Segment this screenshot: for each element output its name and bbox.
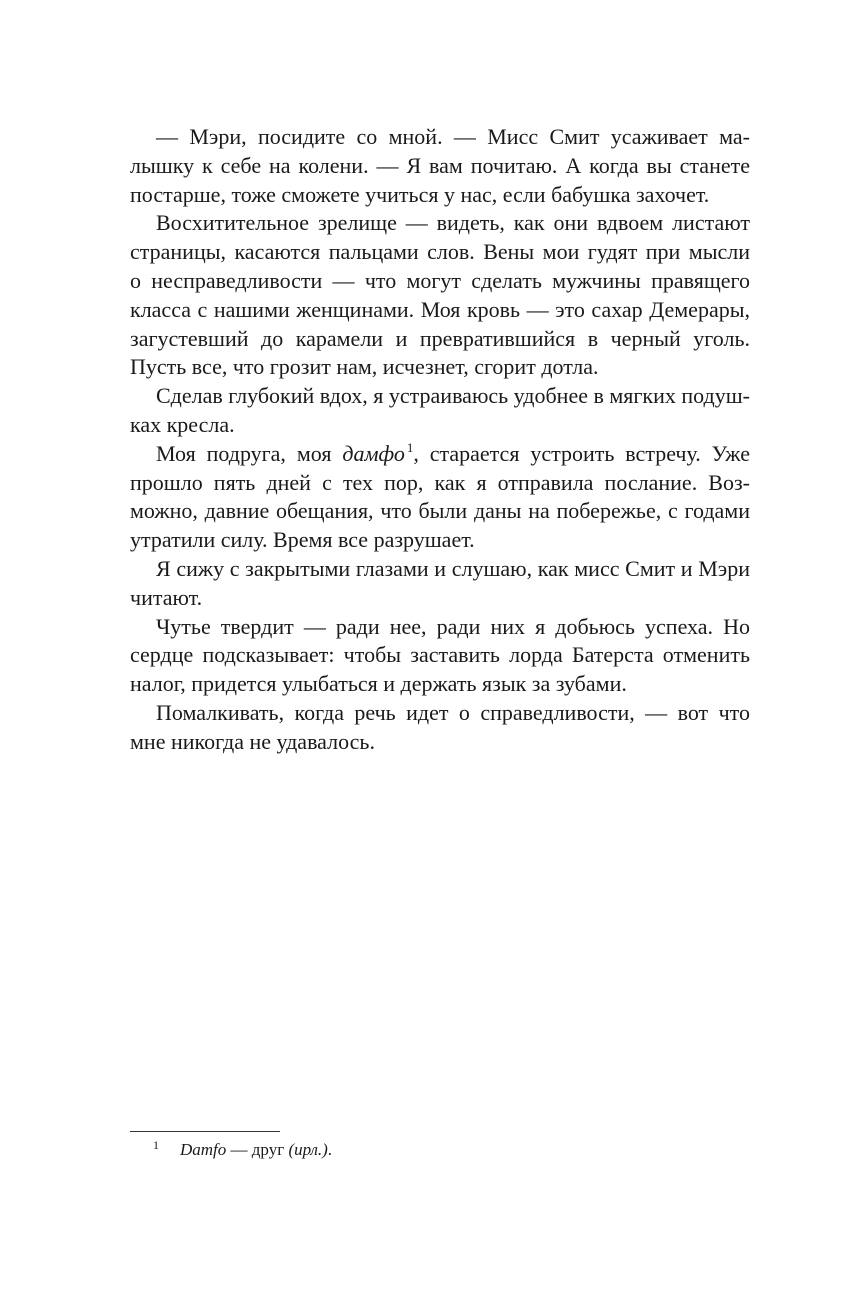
text-line-with-footnote — [130, 440, 750, 469]
italic-term: дамфо — [342, 440, 405, 466]
text-line: — Мэри, посидите со мной. — Мисс Смит усаживает ма- — [156, 124, 750, 149]
text-line: Помалкивать, когда речь идет о справедливости, — вот что — [156, 699, 750, 725]
text-fragment: , старается устроить встречу. Уже — [413, 440, 750, 466]
footnote-marker[interactable]: 1 — [406, 439, 414, 455]
text-line: мне никогда не удавалось. — [130, 728, 375, 754]
footnote-term: Damfo — [180, 1140, 227, 1159]
text-line: лышку к себе на колени. — Я вам почитаю. А когда вы станете — [130, 152, 750, 178]
footnote-divider — [130, 1131, 280, 1132]
text-line: Я сижу с закрытыми глазами и слушаю, как мисс Смит и Мэри — [156, 555, 750, 581]
text-line: Чутье твердит — ради нее, ради них я добьюсь успеха. Но — [156, 613, 750, 639]
text-line: страницы, касаются пальцами слов. Вены мои гудят при мысли — [130, 239, 750, 265]
text-line: сердце подсказывает: чтобы заставить лорда Батерста отменить — [130, 642, 750, 668]
text-line: ках кресла. — [130, 411, 235, 437]
paragraph-3 — [130, 382, 750, 440]
paragraph-2 — [130, 209, 750, 382]
footnote-language-note: (ирл.) — [288, 1140, 328, 1159]
paragraph-1 — [130, 123, 750, 209]
text-line: налог, придется улыбаться и держать язык за зубами. — [130, 671, 627, 697]
main-text — [130, 123, 750, 757]
paragraph-7 — [130, 699, 750, 757]
text-line: класса с нашими женщинами. Моя кровь — это сахар Демерары, — [130, 296, 750, 322]
text-line: прошло пять дней с тех пор, как я отправила послание. Воз- — [130, 469, 750, 495]
paragraph-5 — [130, 555, 750, 613]
text-line: утратили силу. Время все разрушает. — [130, 527, 475, 553]
text-line: постарше, тоже сможете учиться у нас, если бабушка захочет. — [130, 181, 710, 207]
text-fragment: Моя подруга, моя — [156, 440, 343, 466]
paragraph-4 — [130, 440, 750, 555]
text-line: можно, давние обещания, что были даны на побережье, с годами — [130, 498, 750, 524]
text-line: загустевший до карамели и превратившийся в черный уголь. — [130, 325, 750, 351]
footnote: 1 Damfo — друг (ирл.). — [153, 1138, 333, 1159]
footnote-definition: — друг — [226, 1140, 289, 1159]
text-line: читают. — [130, 584, 203, 610]
paragraph-6 — [130, 613, 750, 699]
text-line: Восхитительное зрелище — видеть, как они вдвоем листают — [156, 210, 750, 236]
text-line: о несправедливости — что могут сделать мужчины правящего — [130, 267, 750, 293]
text-line: Пусть все, что грозит нам, исчезнет, сгорит дотла. — [130, 354, 599, 380]
footnote-period: . — [327, 1140, 333, 1159]
text-line: Сделав глубокий вдох, я устраиваюсь удобнее в мягких подуш- — [156, 383, 750, 409]
